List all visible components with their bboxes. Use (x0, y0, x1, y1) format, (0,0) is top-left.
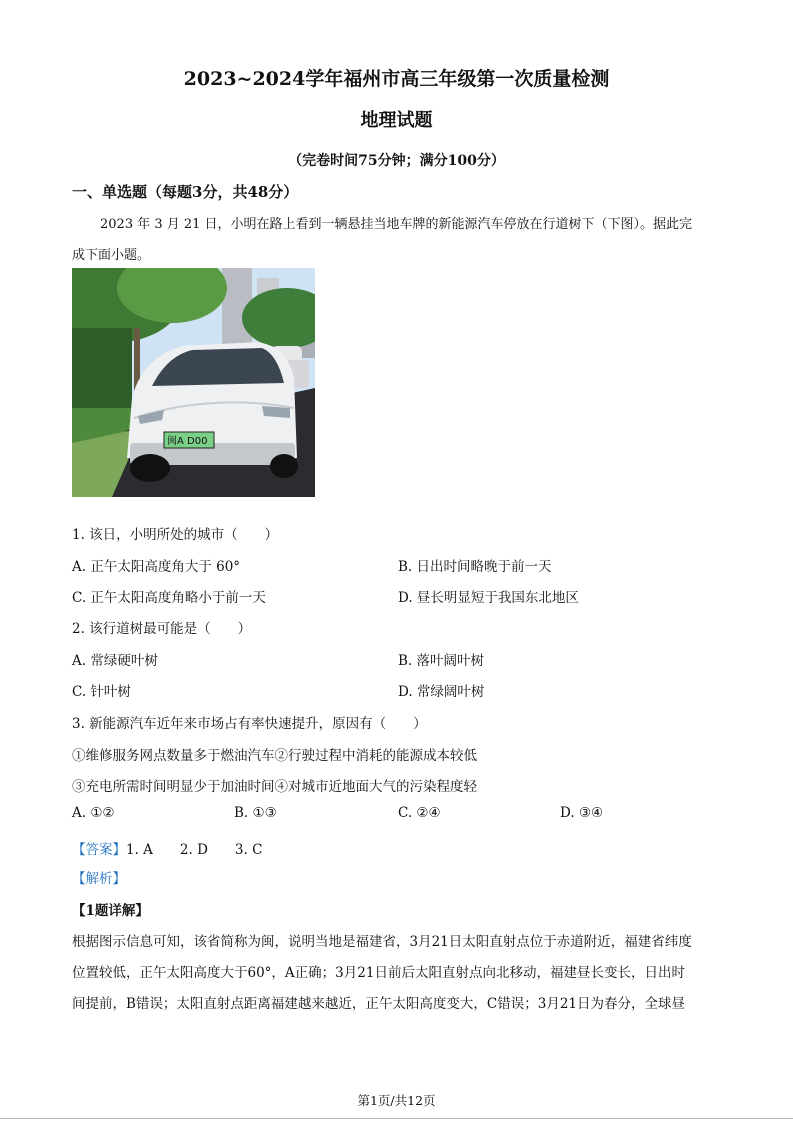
q3-option-c: C. ②④ (398, 805, 441, 821)
detail-line-3: 间提前，B错误；太阳直射点距离福建越来越近，正午太阳高度变大，C错误；3月21日为春分，全球昼 (72, 996, 686, 1012)
q3-statement-line-2: ③充电所需时间明显少于加油时间④对城市近地面大气的污染程度轻 (72, 779, 477, 795)
license-plate: 闽A D00 (167, 436, 208, 447)
q1-option-c: C. 正午太阳高度角略小于前一天 (72, 590, 266, 606)
question-2-stem: 2. 该行道树最可能是（ ） (72, 621, 252, 637)
exam-title: 2023~2024学年福州市高三年级第一次质量检测 (183, 68, 610, 90)
q1-option-b: B. 日出时间略晚于前一天 (398, 559, 552, 575)
question-1-stem: 1. 该日，小明所处的城市（ ） (72, 527, 279, 543)
page-number: 第1页/共12页 (357, 1093, 436, 1108)
q2-option-a: A. 常绿硬叶树 (72, 653, 158, 669)
time-note: （完卷时间75分钟；满分100分） (288, 153, 505, 169)
detail-heading: 【1题详解】 (72, 903, 149, 919)
footer-divider (0, 1118, 793, 1119)
q3-option-a: A. ①② (72, 805, 115, 821)
analysis-label: 【解析】 (72, 871, 126, 887)
answer-row (72, 838, 262, 858)
q2-option-b: B. 落叶阔叶树 (398, 653, 485, 669)
answer-text: 1. A 2. D 3. C (126, 842, 263, 858)
q3-option-b: B. ①③ (234, 805, 277, 821)
answer-label: 【答案】 (72, 842, 126, 858)
car-photo (72, 268, 315, 497)
subject-title: 地理试题 (360, 110, 433, 131)
q2-option-d: D. 常绿阔叶树 (398, 684, 485, 700)
question-3-stem: 3. 新能源汽车近年来市场占有率快速提升，原因有（ ） (72, 716, 427, 732)
passage-line-2: 成下面小题。 (72, 248, 151, 263)
detail-line-1: 根据图示信息可知，该省简称为闽，说明当地是福建省，3月21日太阳直射点位于赤道附近，福建省纬度 (72, 934, 692, 950)
q3-statement-line-1: ①维修服务网点数量多于燃油汽车②行驶过程中消耗的能源成本较低 (72, 748, 477, 764)
section-heading: 一、单选题（每题3分，共48分） (72, 183, 299, 201)
q1-option-d: D. 昼长明显短于我国东北地区 (398, 590, 579, 606)
passage-line-1: 2023 年 3 月 21 日，小明在路上看到一辆悬挂当地车牌的新能源汽车停放在行道树下（下图）。据此完 (100, 217, 693, 232)
q3-option-d: D. ③④ (560, 805, 604, 821)
q1-option-a: A. 正午太阳高度角大于 60° (72, 559, 241, 575)
q2-option-c: C. 针叶树 (72, 684, 131, 700)
detail-line-2: 位置较低，正午太阳高度大于60°，A正确；3月21日前后太阳直射点向北移动，福建昼长变长，日出时 (72, 965, 685, 981)
